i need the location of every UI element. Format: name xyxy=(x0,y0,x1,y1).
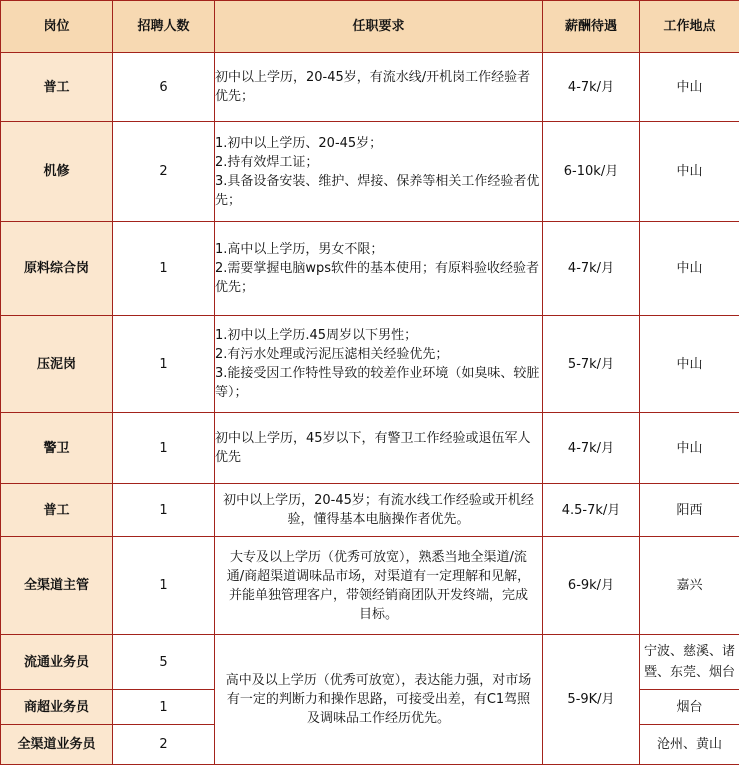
job-title: 机修 xyxy=(1,122,113,222)
job-count: 1 xyxy=(113,316,215,413)
job-title: 压泥岗 xyxy=(1,316,113,413)
job-count: 1 xyxy=(113,484,215,537)
requirement-line: 大专及以上学历（优秀可放宽），熟悉当地全渠道/流通/商超渠道调味品市场，对渠道有一定理解和见解，并能单独管理客户，带领经销商团队开发终端，完成目标。 xyxy=(223,548,534,624)
job-requirements xyxy=(215,53,543,122)
job-salary: 4.5-7k/月 xyxy=(543,484,640,537)
job-title: 原料综合岗 xyxy=(1,222,113,316)
job-location: 中山 xyxy=(640,122,739,222)
job-salary: 4-7k/月 xyxy=(543,222,640,316)
header-row xyxy=(1,1,739,53)
job-title: 普工 xyxy=(1,484,113,537)
job-location: 中山 xyxy=(640,53,739,122)
job-requirements xyxy=(215,222,543,316)
job-requirements xyxy=(215,484,543,537)
table-row xyxy=(1,413,739,484)
job-count: 1 xyxy=(113,690,215,725)
table-row xyxy=(1,53,739,122)
requirement-line: 1.初中以上学历、20-45岁； xyxy=(215,134,542,153)
table-row xyxy=(1,316,739,413)
requirement-line: 1.初中以上学历.45周岁以下男性； xyxy=(215,326,542,345)
group-salary: 5-9K/月 xyxy=(543,635,640,765)
job-count: 5 xyxy=(113,635,215,690)
requirement-line: 2.有污水处理或污泥压滤相关经验优先； xyxy=(215,345,542,364)
table-row xyxy=(1,537,739,635)
header-salary: 薪酬待遇 xyxy=(543,1,640,53)
job-requirements xyxy=(215,316,543,413)
job-location: 中山 xyxy=(640,222,739,316)
job-requirements xyxy=(215,537,543,635)
job-count: 1 xyxy=(113,413,215,484)
job-salary: 6-9k/月 xyxy=(543,537,640,635)
job-salary: 5-7k/月 xyxy=(543,316,640,413)
requirement-line: 2.持有效焊工证； xyxy=(215,153,542,172)
job-count: 2 xyxy=(113,122,215,222)
job-title: 全渠道主管 xyxy=(1,537,113,635)
header-requirements: 任职要求 xyxy=(215,1,543,53)
table-row xyxy=(1,635,739,690)
job-count: 1 xyxy=(113,222,215,316)
job-count: 2 xyxy=(113,725,215,765)
job-requirements xyxy=(215,122,543,222)
job-title: 商超业务员 xyxy=(1,690,113,725)
job-salary: 4-7k/月 xyxy=(543,413,640,484)
requirement-line: 3.具备设备安装、维护、焊接、保养等相关工作经验者优先； xyxy=(215,172,542,210)
job-location: 中山 xyxy=(640,316,739,413)
job-requirements xyxy=(215,413,543,484)
job-location: 宁波、慈溪、诸暨、东莞、烟台 xyxy=(640,635,739,690)
requirement-line: 初中以上学历，20-45岁；有流水线工作经验或开机经验，懂得基本电脑操作者优先。 xyxy=(223,491,534,529)
header-position: 岗位 xyxy=(1,1,113,53)
table-row xyxy=(1,484,739,537)
requirement-line: 初中以上学历，45岁以下，有警卫工作经验或退伍军人优先 xyxy=(215,429,542,467)
table-row xyxy=(1,122,739,222)
job-location: 阳西 xyxy=(640,484,739,537)
requirement-line: 2.需要掌握电脑wps软件的基本使用；有原料验收经验者优先； xyxy=(215,259,542,297)
header-count: 招聘人数 xyxy=(113,1,215,53)
job-salary: 4-7k/月 xyxy=(543,53,640,122)
job-title: 全渠道业务员 xyxy=(1,725,113,765)
job-title: 普工 xyxy=(1,53,113,122)
group-requirements xyxy=(215,635,543,765)
header-location: 工作地点 xyxy=(640,1,739,53)
job-location: 沧州、黄山 xyxy=(640,725,739,765)
job-salary: 6-10k/月 xyxy=(543,122,640,222)
requirement-line: 1.高中以上学历，男女不限； xyxy=(215,240,542,259)
requirement-line: 初中以上学历，20-45岁，有流水线/开机岗工作经验者优先； xyxy=(215,68,542,106)
job-title: 警卫 xyxy=(1,413,113,484)
requirement-line: 3.能接受因工作特性导致的较差作业环境（如臭味、较脏等）； xyxy=(215,364,542,402)
job-count: 1 xyxy=(113,537,215,635)
job-location: 中山 xyxy=(640,413,739,484)
table-row xyxy=(1,222,739,316)
job-count: 6 xyxy=(113,53,215,122)
job-location: 烟台 xyxy=(640,690,739,725)
requirement-line: 高中及以上学历（优秀可放宽），表达能力强，对市场有一定的判断力和操作思路，可接受出差，有C1驾照及调味品工作经历优先。 xyxy=(223,671,534,728)
job-title: 流通业务员 xyxy=(1,635,113,690)
job-location: 嘉兴 xyxy=(640,537,739,635)
